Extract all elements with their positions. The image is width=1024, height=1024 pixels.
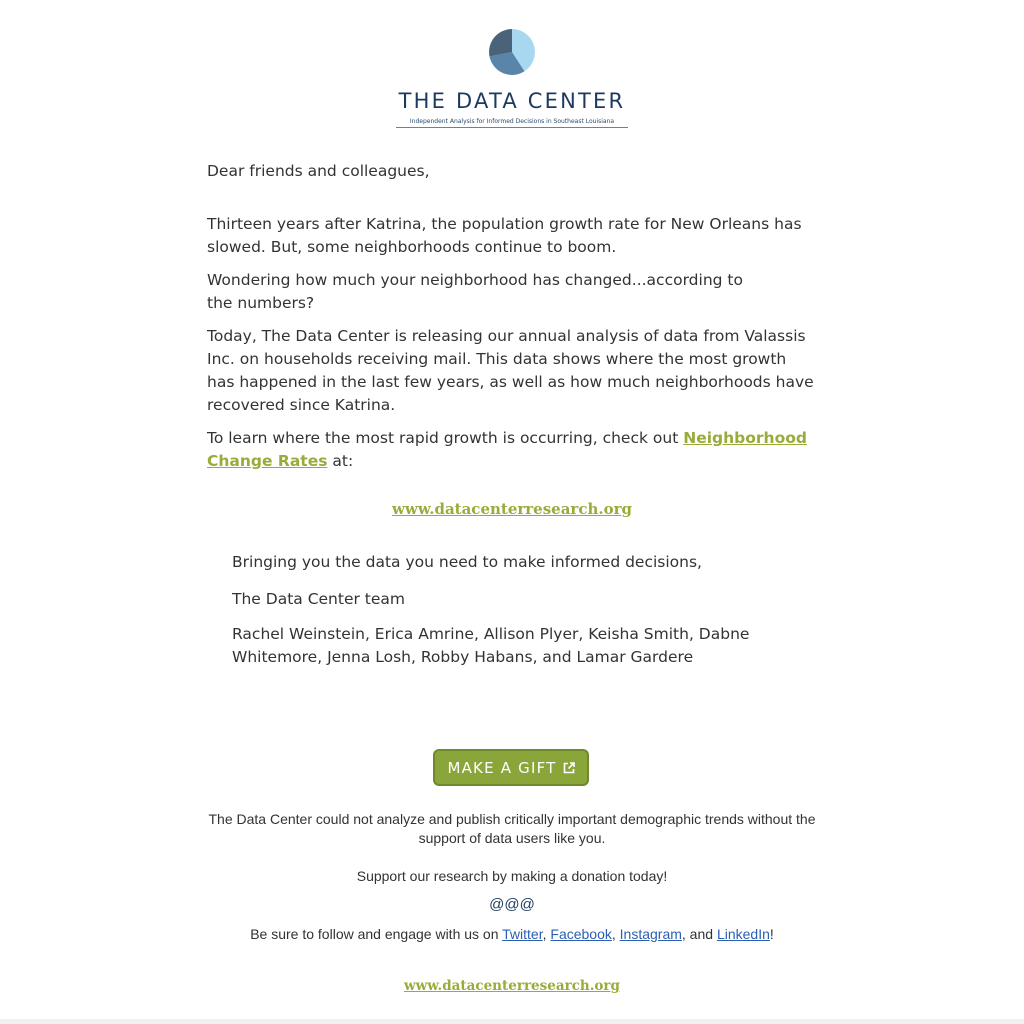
paragraph-4: [207, 427, 817, 473]
make-a-gift-label: MAKE A GIFT: [447, 758, 557, 777]
footer-website-link[interactable]: www.datacenterresearch.org: [404, 978, 620, 994]
brand-name: THE DATA CENTER: [398, 89, 626, 113]
instagram-link[interactable]: Instagram: [619, 926, 682, 942]
external-link-icon: [563, 762, 575, 774]
neighborhood-change-rates-link[interactable]: Neighborhood Change Rates: [207, 429, 807, 470]
greeting: Dear friends and colleagues,: [207, 162, 430, 180]
paragraph-2-line-2: the numbers?: [207, 294, 315, 312]
separator: , and: [681, 926, 717, 942]
brand-underline: [396, 127, 628, 128]
follow-message: [190, 925, 834, 944]
website-link[interactable]: www.datacenterresearch.org: [392, 500, 632, 518]
team-name: The Data Center team: [232, 590, 405, 608]
footer-website-link-container: [0, 977, 1024, 995]
paragraph-4-suffix: at:: [327, 452, 354, 470]
facebook-link[interactable]: Facebook: [550, 926, 612, 942]
separator: ,: [542, 926, 551, 942]
twitter-link[interactable]: Twitter: [502, 926, 543, 942]
follow-suffix: !: [769, 926, 774, 942]
paragraph-4-text: To learn where the most rapid growth is occurring, check out: [207, 429, 684, 447]
bottom-border: [0, 1019, 1024, 1024]
separator: ,: [611, 926, 620, 942]
signoff: [232, 551, 792, 669]
social-icons-placeholder: @@@: [489, 896, 535, 913]
paragraph-2-line-1: Wondering how much your neighborhood has changed...according to: [207, 271, 743, 289]
signoff-line: Bringing you the data you need to make informed decisions,: [232, 553, 702, 571]
team-members: Rachel Weinstein, Erica Amrine, Allison Plyer, Keisha Smith, Dabne Whitemore, Jenna Losh, Robby Habans, and Lamar Gardere: [232, 625, 750, 666]
donate-message: Support our research by making a donation today!: [356, 868, 668, 884]
follow-text: Be sure to follow and engage with us on: [250, 926, 503, 942]
linkedin-link[interactable]: LinkedIn: [716, 926, 770, 942]
letter-body: [207, 160, 817, 483]
pie-chart-logo-icon: [489, 29, 535, 75]
brand-tagline: Independent Analysis for Informed Decisions in Southeast Louisiana: [409, 118, 615, 125]
paragraph-3: Today, The Data Center is releasing our annual analysis of data from Valassis Inc. on households receiving mail. This data shows where the most growth has happened in the last few years, as well as how much neighborhoods have recovered since Katrina.: [207, 327, 814, 414]
support-message: The Data Center could not analyze and publish critically important demographic trends without the support of data users like you.: [208, 811, 816, 846]
paragraph-2: [207, 269, 817, 315]
paragraph-1: Thirteen years after Katrina, the population growth rate for New Orleans has slowed. But, some neighborhoods continue to boom.: [207, 215, 802, 256]
website-link-container: [0, 499, 1024, 519]
make-a-gift-button[interactable]: [433, 749, 589, 786]
